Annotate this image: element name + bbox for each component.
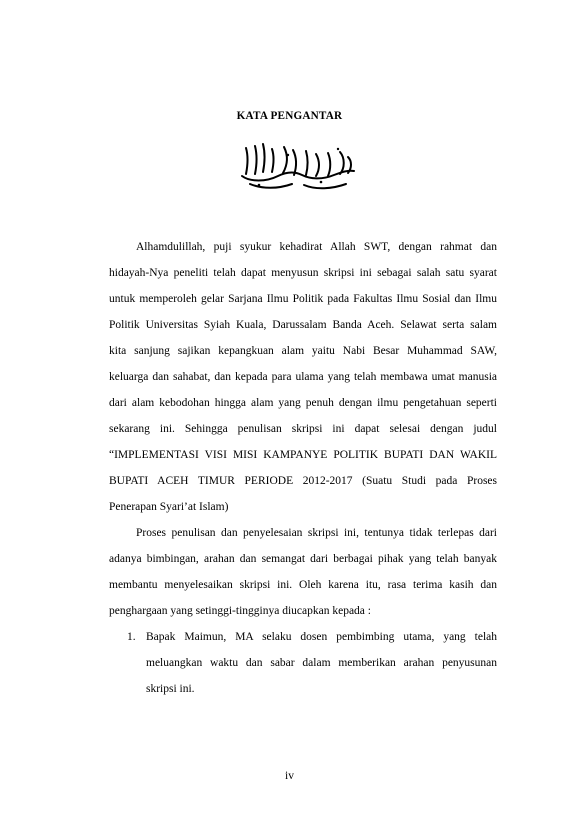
- paragraph-line: dari alam kebodohan hingga alam yang penuh dengan ilmu pengetahuan seperti: [109, 397, 497, 409]
- paragraph-line: “IMPLEMENTASI VISI MISI KAMPANYE POLITIK BUPATI DAN WAKIL: [109, 449, 497, 461]
- paragraph-line: Alhamdulillah, puji syukur kehadirat Allah SWT, dengan rahmat dan: [136, 241, 497, 253]
- paragraph-line: Proses penulisan dan penyelesaian skripsi ini, tentunya tidak terlepas dari: [136, 527, 497, 539]
- paragraph-line: BUPATI ACEH TIMUR PERIODE 2012-2017 (Suatu Studi pada Proses: [109, 475, 497, 487]
- paragraph-line: untuk memperoleh gelar Sarjana Ilmu Politik pada Fakultas Ilmu Sosial dan Ilmu: [109, 293, 497, 305]
- basmala-calligraphy: [236, 140, 358, 192]
- paragraph-line: sekarang ini. Sehingga penulisan skripsi ini dapat selesai dengan judul: [109, 423, 497, 435]
- list-item-number: 1.: [127, 631, 136, 643]
- list-item-line: meluangkan waktu dan sabar dalam memberikan arahan penyusunan: [146, 657, 497, 669]
- paragraph-line: membantu menyelesaikan skripsi ini. Oleh karena itu, rasa terima kasih dan: [109, 579, 497, 591]
- page-number: iv: [285, 770, 294, 782]
- list-item-line: Bapak Maimun, MA selaku dosen pembimbing utama, yang telah: [146, 631, 497, 643]
- page-title: KATA PENGANTAR: [236, 110, 343, 122]
- paragraph-line: Politik Universitas Syiah Kuala, Darussalam Banda Aceh. Selawat serta salam: [109, 319, 497, 331]
- paragraph-line: penghargaan yang setinggi-tingginya diucapkan kepada :: [109, 605, 371, 617]
- list-item-line: skripsi ini.: [146, 683, 195, 695]
- paragraph-line: adanya bimbingan, arahan dan semangat dari berbagai pihak yang telah banyak: [109, 553, 497, 565]
- paragraph-line: hidayah-Nya peneliti telah dapat menyusun skripsi ini sebagai salah satu syarat: [109, 267, 497, 279]
- paragraph-line: keluarga dan sahabat, dan kepada para ulama yang telah membawa umat manusia: [109, 371, 497, 383]
- paragraph-line: kita sanjung sajikan kepangkuan alam yaitu Nabi Besar Muhammad SAW,: [109, 345, 497, 357]
- paragraph-line: Penerapan Syari’at Islam): [109, 501, 229, 513]
